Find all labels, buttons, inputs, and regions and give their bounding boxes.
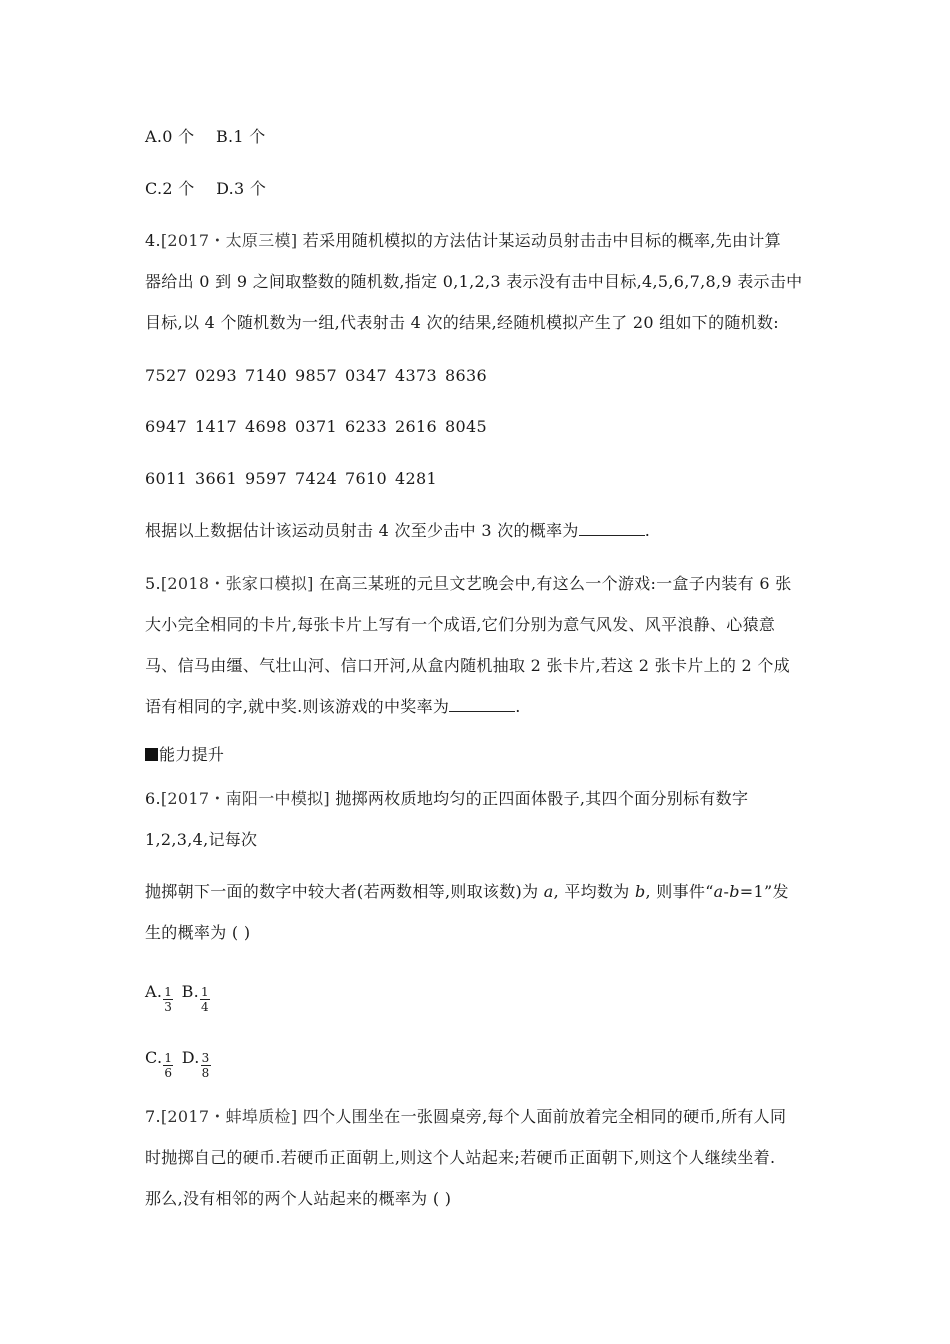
fraction: [163, 1051, 173, 1080]
random-number: 8636: [445, 366, 487, 385]
random-number: 6011: [145, 469, 187, 488]
q6-number: 6.: [145, 789, 161, 808]
fraction: [201, 1051, 211, 1080]
q3-options-row1: [145, 126, 266, 148]
random-number: 6233: [345, 417, 387, 436]
q4-random-row-2: [145, 416, 495, 438]
q5-source: [2018・张家口模拟]: [160, 574, 314, 593]
random-number: 7424: [295, 469, 337, 488]
q4-line3: 目标,以 4 个随机数为一组,代表射击 4 次的结果,经随机模拟产生了 20 组如下的随机数:: [145, 313, 779, 332]
variable-a: a: [543, 882, 554, 901]
q7-text-1: 四个人围坐在一张圆桌旁,每个人面前放着完全相同的硬币,所有人同: [302, 1107, 787, 1126]
q7-number: 7.: [145, 1107, 161, 1126]
random-number: 1417: [195, 417, 237, 436]
random-number: 7527: [145, 366, 187, 385]
fraction-numerator: 1: [164, 1051, 173, 1065]
q6-line2: 1,2,3,4,记每次: [145, 830, 258, 849]
random-number: 3661: [195, 469, 237, 488]
q6-text-3b: , 平均数为: [553, 882, 635, 901]
q4-text-1: 若采用随机模拟的方法估计某运动员射击击中目标的概率,先由计算: [302, 231, 781, 250]
q3-option-a: A.0 个: [145, 127, 195, 146]
q7-source: [2017・蚌埠质检]: [160, 1107, 298, 1126]
q6-option-c: [145, 1044, 176, 1080]
random-number: 7610: [345, 469, 387, 488]
fraction: [163, 985, 173, 1014]
q4-random-row-1: [145, 365, 495, 387]
q5-line3: 马、信马由缰、气壮山河、信口开河,从盒内随机抽取 2 张卡片,若这 2 张卡片上的 2 个成: [145, 656, 791, 675]
q3-options-row2: [145, 178, 266, 200]
square-bullet-icon: [145, 748, 158, 761]
q5-line1: [145, 573, 792, 595]
random-number: 8045: [445, 417, 487, 436]
q6-option-b: [181, 978, 213, 1014]
fraction-denominator: 3: [164, 1000, 173, 1014]
random-number: 7140: [245, 366, 287, 385]
q3-option-c: C.2 个: [145, 179, 195, 198]
fraction-denominator: 8: [201, 1066, 210, 1080]
equation-minus: -: [723, 882, 730, 901]
q4-source: [2017・太原三模]: [160, 231, 298, 250]
q6-text-1: 抛掷两枚质地均匀的正四面体骰子,其四个面分别标有数字: [335, 789, 749, 808]
q3-option-b: B.1 个: [215, 127, 266, 146]
q4-number: 4.: [145, 231, 161, 250]
random-number: 4281: [395, 469, 437, 488]
q4-random-row-3: [145, 468, 445, 490]
fraction-numerator: 1: [201, 985, 209, 999]
q7-line2: 时抛掷自己的硬币.若硬币正面朝上,则这个人站起来;若硬币正面朝下,则这个人继续坐着.: [145, 1148, 776, 1167]
random-number: 2616: [395, 417, 437, 436]
q6-text-3c: , 则事件“: [645, 882, 714, 901]
q6-options-row1: [145, 978, 213, 1014]
answer-blank: [579, 521, 645, 536]
q6-option-d: [181, 1044, 214, 1080]
q5-line2: 大小完全相同的卡片,每张卡片上写有一个成语,它们分别为意气风发、风平浪静、心猿意: [145, 615, 776, 634]
equation-rest: =1”发: [739, 882, 789, 901]
q6-option-a: [145, 978, 176, 1014]
random-number: 9857: [295, 366, 337, 385]
equation-b: b: [729, 882, 740, 901]
section-title: 能力提升: [159, 745, 225, 764]
option-label: B.: [181, 982, 200, 1001]
q6-line4: 生的概率为 ( ): [145, 923, 251, 942]
random-number: 6947: [145, 417, 187, 436]
variable-b: b: [634, 882, 646, 901]
q4-period: .: [644, 521, 651, 540]
q4-question: [145, 520, 650, 542]
fraction-numerator: 3: [201, 1051, 210, 1065]
q5-text-4: 语有相同的字,就中奖.则该游戏的中奖率为: [145, 697, 450, 716]
q7-line1: [145, 1106, 786, 1128]
q3-option-d: D.3 个: [216, 179, 267, 198]
random-number: 9597: [245, 469, 287, 488]
q5-line4: [145, 696, 521, 718]
q5-period: .: [515, 697, 521, 716]
q4-line2: 器给出 0 到 9 之间取整数的随机数,指定 0,1,2,3 表示没有击中目标,4,5,6,7,8,9 表示击中: [145, 272, 803, 291]
q6-text-3a: 抛掷朝下一面的数字中较大者(若两数相等,则取该数)为: [145, 882, 544, 901]
random-number: 0371: [295, 417, 337, 436]
q6-source: [2017・南阳一中模拟]: [160, 789, 330, 808]
q6-line3: [145, 881, 789, 903]
random-number: 4698: [245, 417, 287, 436]
q6-line1: [145, 788, 748, 810]
option-label: A.: [145, 982, 163, 1001]
option-label: D.: [181, 1048, 200, 1067]
section-heading: [145, 744, 224, 766]
fraction-numerator: 1: [164, 985, 173, 999]
answer-blank: [449, 697, 515, 712]
q4-line1: [145, 230, 781, 252]
random-number: 0347: [345, 366, 387, 385]
fraction-denominator: 6: [164, 1066, 173, 1080]
fraction-denominator: 4: [201, 1000, 209, 1014]
q6-options-row2: [145, 1044, 214, 1080]
q5-text-1: 在高三某班的元旦文艺晚会中,有这么一个游戏:一盒子内装有 6 张: [319, 574, 792, 593]
q7-line3: 那么,没有相邻的两个人站起来的概率为 ( ): [145, 1189, 452, 1208]
q4-question-text: 根据以上数据估计该运动员射击 4 次至少击中 3 次的概率为: [145, 521, 579, 540]
option-label: C.: [145, 1048, 163, 1067]
q5-number: 5.: [145, 574, 161, 593]
equation-a: a: [713, 882, 724, 901]
random-number: 0293: [195, 366, 237, 385]
random-number: 4373: [395, 366, 437, 385]
fraction: [200, 985, 210, 1014]
